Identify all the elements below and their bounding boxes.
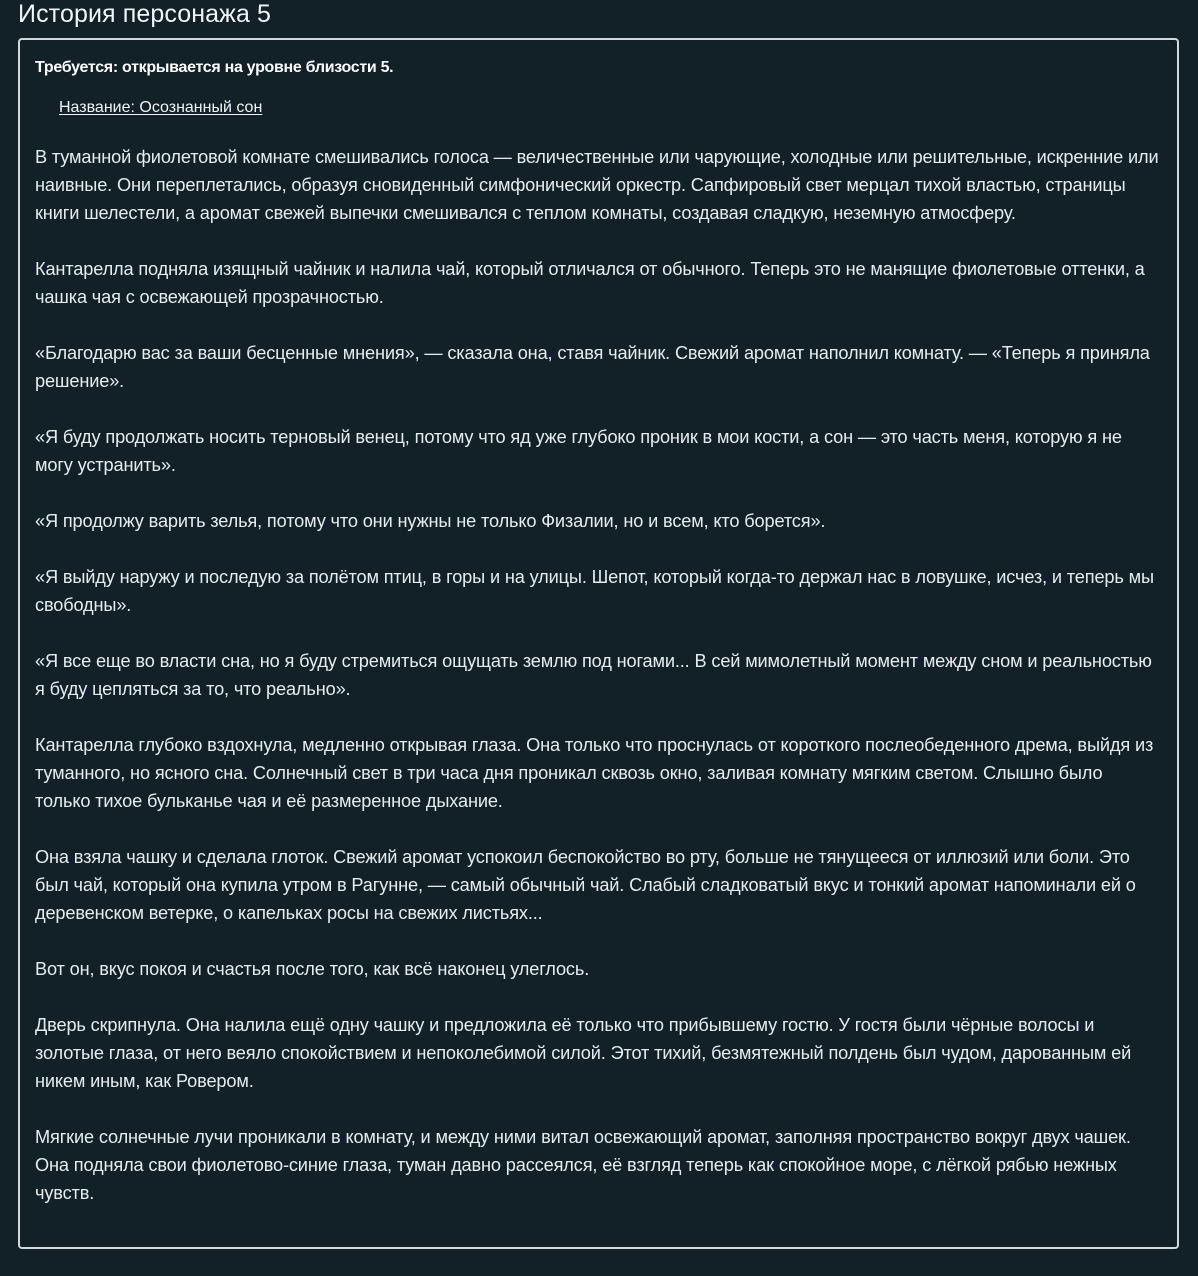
story-paragraph: Она взяла чашку и сделала глоток. Свежий аромат успокоил беспокойство во рту, больше не тянущееся от иллюзий или боли. Это был чай, который она купила утром в Рагунне, — самый обычный чай. Слабый сладковатый вкус и тонкий аромат напоминали ей о деревенском ветерке, о капельках росы на свежих листьях... [35, 847, 1136, 923]
unlock-requirement: Требуется: открывается на уровне близости 5. [35, 59, 394, 76]
story-paragraph: «Я все еще во власти сна, но я буду стремиться ощущать землю под ногами... В сей мимолетный момент между сном и реальностью я буду цепляться за то, что реально». [35, 651, 1152, 699]
story-paragraph: «Благодарю вас за ваши бесценные мнения», — сказала она, ставя чайник. Свежий аромат наполнил комнату. — «Теперь я приняла решение». [35, 343, 1150, 391]
story-paragraph: Кантарелла подняла изящный чайник и налила чай, который отличался от обычного. Теперь это не манящие фиолетовые оттенки, а чашка чая с освежающей прозрачностью. [35, 259, 1145, 307]
story-paragraph: «Я буду продолжать носить терновый венец, потому что яд уже глубоко проник в мои кости, а сон — это часть меня, которую я не могу устранить». [35, 427, 1122, 475]
story-paragraph: «Я выйду наружу и последую за полётом птиц, в горы и на улицы. Шепот, который когда-то держал нас в ловушке, исчез, и теперь мы свободны». [35, 567, 1154, 615]
story-paragraph: Мягкие солнечные лучи проникали в комнату, и между ними витал освежающий аромат, заполняя пространство вокруг двух чашек. Она подняла свои фиолетово-синие глаза, туман давно рассеялся, её взгляд теперь как спокойное море, с лёгкой рябью нежных чувств. [35, 1127, 1131, 1203]
story-title: Название: Осознанный сон [59, 99, 263, 116]
story-panel [18, 38, 1179, 1249]
story-paragraph: В туманной фиолетовой комнате смешивались голоса — величественные или чарующие, холодные или решительные, искренние или наивные. Они переплетались, образуя сновиденный симфонический оркестр. Сапфировый свет мерцал тихой властью, страницы книги шелестели, а аромат свежей выпечки смешивался с теплом комнаты, создавая сладкую, неземную атмосферу. [35, 147, 1159, 223]
story-text [35, 143, 1162, 1207]
page-title: История персонажа 5 [18, 0, 272, 28]
story-paragraph: «Я продолжу варить зелья, потому что они нужны не только Физалии, но и всем, кто борется». [35, 511, 826, 531]
story-paragraph: Кантарелла глубоко вздохнула, медленно открывая глаза. Она только что проснулась от короткого послеобеденного дрема, выйдя из туманного, но ясного сна. Солнечный свет в три часа дня проникал сквозь окно, заливая комнату мягким светом. Слышно было только тихое бульканье чая и её размеренное дыхание. [35, 735, 1154, 811]
story-paragraph: Вот он, вкус покоя и счастья после того, как всё наконец улеглось. [35, 959, 590, 979]
story-paragraph: Дверь скрипнула. Она налила ещё одну чашку и предложила её только что прибывшему гостю. У гостя были чёрные волосы и золотые глаза, от него веяло спокойствием и непоколебимой силой. Этот тихий, безмятежный полдень был чудом, дарованным ей никем иным, как Ровером. [35, 1015, 1132, 1091]
